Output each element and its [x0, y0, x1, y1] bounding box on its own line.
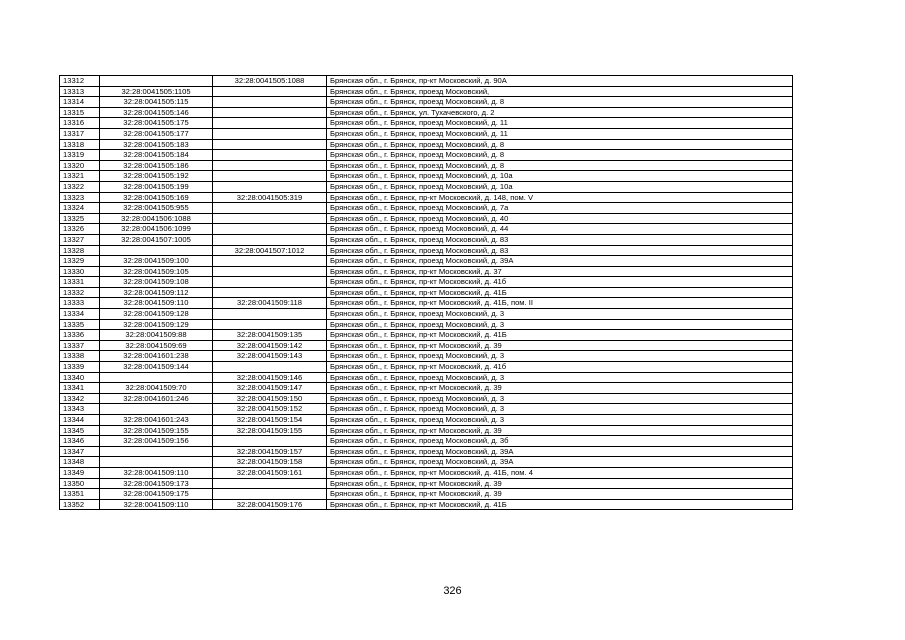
address-cell: Брянская обл., г. Брянск, пр-кт Московский, д. 39 — [327, 340, 793, 351]
cadastral-number-cell: 32:28:0041509:175 — [100, 489, 213, 500]
table-row — [60, 383, 793, 394]
table-row — [60, 404, 793, 415]
related-cadastral-number-cell: 32:28:0041509:147 — [213, 383, 327, 394]
address-cell: Брянская обл., г. Брянск, проезд Московский, д. 11 — [327, 128, 793, 139]
address-cell: Брянская обл., г. Брянск, проезд Московский, д. 83 — [327, 245, 793, 256]
related-cadastral-number-cell — [213, 277, 327, 288]
address-cell: Брянская обл., г. Брянск, проезд Московский, д. 44 — [327, 224, 793, 235]
record-number-cell: 13313 — [60, 86, 100, 97]
address-cell: Брянская обл., г. Брянск, проезд Московский, д. 8 — [327, 160, 793, 171]
table-row — [60, 467, 793, 478]
address-cell: Брянская обл., г. Брянск, проезд Московский, д. 83 — [327, 234, 793, 245]
related-cadastral-number-cell — [213, 203, 327, 214]
related-cadastral-number-cell — [213, 118, 327, 129]
related-cadastral-number-cell — [213, 478, 327, 489]
address-cell: Брянская обл., г. Брянск, пр-кт Московский, д. 39 — [327, 489, 793, 500]
address-cell: Брянская обл., г. Брянск, проезд Московский, д. 3 — [327, 415, 793, 426]
record-number-cell: 13344 — [60, 415, 100, 426]
table-row — [60, 330, 793, 341]
related-cadastral-number-cell: 32:28:0041505:319 — [213, 192, 327, 203]
record-number-cell: 13325 — [60, 213, 100, 224]
table-row — [60, 181, 793, 192]
record-number-cell: 13349 — [60, 467, 100, 478]
table-row — [60, 224, 793, 235]
table-row — [60, 351, 793, 362]
related-cadastral-number-cell — [213, 309, 327, 320]
cadastral-number-cell: 32:28:0041509:128 — [100, 309, 213, 320]
related-cadastral-number-cell — [213, 128, 327, 139]
address-cell: Брянская обл., г. Брянск, проезд Московский, д. 8 — [327, 150, 793, 161]
record-number-cell: 13342 — [60, 393, 100, 404]
address-cell: Брянская обл., г. Брянск, проезд Московский, д. 3 — [327, 404, 793, 415]
table-row — [60, 150, 793, 161]
address-cell: Брянская обл., г. Брянск, пр-кт Московский, д. 41б — [327, 362, 793, 373]
related-cadastral-number-cell — [213, 224, 327, 235]
table-row — [60, 340, 793, 351]
cadastral-number-cell: 32:28:0041509:108 — [100, 277, 213, 288]
record-number-cell: 13322 — [60, 181, 100, 192]
address-cell: Брянская обл., г. Брянск, пр-кт Московский, д. 41б — [327, 277, 793, 288]
table-row — [60, 478, 793, 489]
cadastral-number-cell: 32:28:0041505:184 — [100, 150, 213, 161]
address-cell: Брянская обл., г. Брянск, проезд Московский, — [327, 86, 793, 97]
registry-table — [59, 75, 793, 510]
table-row — [60, 319, 793, 330]
address-cell: Брянская обл., г. Брянск, проезд Московский, д. 3 — [327, 309, 793, 320]
table-row — [60, 245, 793, 256]
related-cadastral-number-cell — [213, 489, 327, 500]
cadastral-number-cell: 32:28:0041505:186 — [100, 160, 213, 171]
table-row — [60, 266, 793, 277]
related-cadastral-number-cell: 32:28:0041509:158 — [213, 457, 327, 468]
address-cell: Брянская обл., г. Брянск, пр-кт Московский, д. 90А — [327, 76, 793, 87]
cadastral-number-cell: 32:28:0041509:129 — [100, 319, 213, 330]
address-cell: Брянская обл., г. Брянск, проезд Московский, д. 39А — [327, 446, 793, 457]
record-number-cell: 13347 — [60, 446, 100, 457]
record-number-cell: 13316 — [60, 118, 100, 129]
cadastral-number-cell — [100, 446, 213, 457]
record-number-cell: 13319 — [60, 150, 100, 161]
record-number-cell: 13323 — [60, 192, 100, 203]
address-cell: Брянская обл., г. Брянск, проезд Московский, д. 3 — [327, 351, 793, 362]
address-cell: Брянская обл., г. Брянск, ул. Тухачевского, д. 2 — [327, 107, 793, 118]
record-number-cell: 13320 — [60, 160, 100, 171]
related-cadastral-number-cell — [213, 266, 327, 277]
table-row — [60, 256, 793, 267]
record-number-cell: 13343 — [60, 404, 100, 415]
related-cadastral-number-cell: 32:28:0041509:142 — [213, 340, 327, 351]
record-number-cell: 13321 — [60, 171, 100, 182]
record-number-cell: 13335 — [60, 319, 100, 330]
record-number-cell: 13345 — [60, 425, 100, 436]
table-row — [60, 160, 793, 171]
cadastral-number-cell: 32:28:0041505:177 — [100, 128, 213, 139]
record-number-cell: 13331 — [60, 277, 100, 288]
address-cell: Брянская обл., г. Брянск, пр-кт Московский, д. 41Б — [327, 330, 793, 341]
address-cell: Брянская обл., г. Брянск, проезд Московский, д. 8 — [327, 97, 793, 108]
address-cell: Брянская обл., г. Брянск, проезд Московский, д. 3б — [327, 436, 793, 447]
cadastral-number-cell: 32:28:0041601:246 — [100, 393, 213, 404]
table-row — [60, 446, 793, 457]
cadastral-number-cell: 32:28:0041505:955 — [100, 203, 213, 214]
related-cadastral-number-cell — [213, 287, 327, 298]
address-cell: Брянская обл., г. Брянск, пр-кт Московский, д. 39 — [327, 383, 793, 394]
record-number-cell: 13337 — [60, 340, 100, 351]
address-cell: Брянская обл., г. Брянск, проезд Московский, д. 40 — [327, 213, 793, 224]
table-row — [60, 171, 793, 182]
related-cadastral-number-cell: 32:28:0041505:1088 — [213, 76, 327, 87]
table-row — [60, 97, 793, 108]
cadastral-number-cell: 32:28:0041509:88 — [100, 330, 213, 341]
cadastral-number-cell: 32:28:0041505:175 — [100, 118, 213, 129]
address-cell: Брянская обл., г. Брянск, проезд Московский, д. 3 — [327, 393, 793, 404]
record-number-cell: 13341 — [60, 383, 100, 394]
record-number-cell: 13338 — [60, 351, 100, 362]
related-cadastral-number-cell — [213, 234, 327, 245]
record-number-cell: 13328 — [60, 245, 100, 256]
table-row — [60, 298, 793, 309]
address-cell: Брянская обл., г. Брянск, пр-кт Московский, д. 148, пом. V — [327, 192, 793, 203]
related-cadastral-number-cell: 32:28:0041509:176 — [213, 499, 327, 510]
record-number-cell: 13350 — [60, 478, 100, 489]
related-cadastral-number-cell: 32:28:0041509:143 — [213, 351, 327, 362]
address-cell: Брянская обл., г. Брянск, проезд Московский, д. 3 — [327, 319, 793, 330]
record-number-cell: 13312 — [60, 76, 100, 87]
related-cadastral-number-cell: 32:28:0041509:146 — [213, 372, 327, 383]
cadastral-number-cell — [100, 457, 213, 468]
related-cadastral-number-cell: 32:28:0041509:150 — [213, 393, 327, 404]
table-row — [60, 499, 793, 510]
cadastral-number-cell: 32:28:0041507:1005 — [100, 234, 213, 245]
table-row — [60, 425, 793, 436]
cadastral-number-cell: 32:28:0041509:173 — [100, 478, 213, 489]
related-cadastral-number-cell: 32:28:0041509:154 — [213, 415, 327, 426]
cadastral-number-cell: 32:28:0041505:169 — [100, 192, 213, 203]
record-number-cell: 13333 — [60, 298, 100, 309]
table-row — [60, 309, 793, 320]
record-number-cell: 13332 — [60, 287, 100, 298]
record-number-cell: 13340 — [60, 372, 100, 383]
table-row — [60, 393, 793, 404]
related-cadastral-number-cell — [213, 319, 327, 330]
address-cell: Брянская обл., г. Брянск, проезд Московский, д. 8 — [327, 139, 793, 150]
table-row — [60, 415, 793, 426]
record-number-cell: 13346 — [60, 436, 100, 447]
related-cadastral-number-cell — [213, 160, 327, 171]
cadastral-number-cell: 32:28:0041509:112 — [100, 287, 213, 298]
related-cadastral-number-cell: 32:28:0041509:152 — [213, 404, 327, 415]
related-cadastral-number-cell — [213, 150, 327, 161]
cadastral-number-cell: 32:28:0041509:100 — [100, 256, 213, 267]
related-cadastral-number-cell: 32:28:0041509:118 — [213, 298, 327, 309]
related-cadastral-number-cell: 32:28:0041509:157 — [213, 446, 327, 457]
related-cadastral-number-cell — [213, 256, 327, 267]
table-row — [60, 287, 793, 298]
table-row — [60, 234, 793, 245]
table-row — [60, 107, 793, 118]
cadastral-number-cell: 32:28:0041505:1105 — [100, 86, 213, 97]
address-cell: Брянская обл., г. Брянск, проезд Московский, д. 39А — [327, 457, 793, 468]
record-number-cell: 13318 — [60, 139, 100, 150]
address-cell: Брянская обл., г. Брянск, проезд Московский, д. 3 — [327, 372, 793, 383]
related-cadastral-number-cell — [213, 436, 327, 447]
record-number-cell: 13317 — [60, 128, 100, 139]
table-row — [60, 489, 793, 500]
related-cadastral-number-cell: 32:28:0041509:135 — [213, 330, 327, 341]
record-number-cell: 13314 — [60, 97, 100, 108]
table-row — [60, 203, 793, 214]
related-cadastral-number-cell — [213, 362, 327, 373]
related-cadastral-number-cell: 32:28:0041509:161 — [213, 467, 327, 478]
record-number-cell: 13326 — [60, 224, 100, 235]
record-number-cell: 13336 — [60, 330, 100, 341]
cadastral-number-cell: 32:28:0041506:1088 — [100, 213, 213, 224]
related-cadastral-number-cell — [213, 86, 327, 97]
related-cadastral-number-cell — [213, 139, 327, 150]
page-number: 326 — [443, 585, 462, 597]
address-cell: Брянская обл., г. Брянск, проезд Московский, д. 10а — [327, 181, 793, 192]
registry-table-body — [60, 76, 793, 510]
table-row — [60, 213, 793, 224]
address-cell: Брянская обл., г. Брянск, пр-кт Московский, д. 41Б, пом. 4 — [327, 467, 793, 478]
record-number-cell: 13315 — [60, 107, 100, 118]
cadastral-number-cell: 32:28:0041601:238 — [100, 351, 213, 362]
address-cell: Брянская обл., г. Брянск, проезд Московский, д. 11 — [327, 118, 793, 129]
related-cadastral-number-cell: 32:28:0041507:1012 — [213, 245, 327, 256]
related-cadastral-number-cell — [213, 107, 327, 118]
related-cadastral-number-cell — [213, 213, 327, 224]
table-row — [60, 372, 793, 383]
cadastral-number-cell: 32:28:0041509:105 — [100, 266, 213, 277]
record-number-cell: 13324 — [60, 203, 100, 214]
address-cell: Брянская обл., г. Брянск, пр-кт Московский, д. 37 — [327, 266, 793, 277]
address-cell: Брянская обл., г. Брянск, пр-кт Московский, д. 39 — [327, 478, 793, 489]
table-row — [60, 277, 793, 288]
cadastral-number-cell: 32:28:0041506:1099 — [100, 224, 213, 235]
cadastral-number-cell: 32:28:0041509:110 — [100, 298, 213, 309]
cadastral-number-cell: 32:28:0041509:69 — [100, 340, 213, 351]
address-cell: Брянская обл., г. Брянск, проезд Московский, д. 10а — [327, 171, 793, 182]
cadastral-number-cell: 32:28:0041505:192 — [100, 171, 213, 182]
cadastral-number-cell — [100, 404, 213, 415]
record-number-cell: 13334 — [60, 309, 100, 320]
address-cell: Брянская обл., г. Брянск, пр-кт Московский, д. 39 — [327, 425, 793, 436]
cadastral-number-cell: 32:28:0041505:199 — [100, 181, 213, 192]
record-number-cell: 13348 — [60, 457, 100, 468]
address-cell: Брянская обл., г. Брянск, проезд Московский, д. 39А — [327, 256, 793, 267]
record-number-cell: 13327 — [60, 234, 100, 245]
cadastral-number-cell: 32:28:0041601:243 — [100, 415, 213, 426]
related-cadastral-number-cell: 32:28:0041509:155 — [213, 425, 327, 436]
related-cadastral-number-cell — [213, 97, 327, 108]
record-number-cell: 13351 — [60, 489, 100, 500]
cadastral-number-cell: 32:28:0041505:115 — [100, 97, 213, 108]
address-cell: Брянская обл., г. Брянск, пр-кт Московский, д. 41Б — [327, 499, 793, 510]
cadastral-number-cell: 32:28:0041505:146 — [100, 107, 213, 118]
cadastral-number-cell — [100, 245, 213, 256]
cadastral-number-cell: 32:28:0041509:155 — [100, 425, 213, 436]
table-row — [60, 457, 793, 468]
cadastral-number-cell: 32:28:0041505:183 — [100, 139, 213, 150]
table-row — [60, 128, 793, 139]
table-row — [60, 76, 793, 87]
address-cell: Брянская обл., г. Брянск, проезд Московский, д. 7а — [327, 203, 793, 214]
record-number-cell: 13352 — [60, 499, 100, 510]
related-cadastral-number-cell — [213, 171, 327, 182]
cadastral-number-cell: 32:28:0041509:110 — [100, 467, 213, 478]
cadastral-number-cell: 32:28:0041509:144 — [100, 362, 213, 373]
table-row — [60, 362, 793, 373]
address-cell: Брянская обл., г. Брянск, пр-кт Московский, д. 41Б, пом. II — [327, 298, 793, 309]
cadastral-number-cell: 32:28:0041509:70 — [100, 383, 213, 394]
table-row — [60, 86, 793, 97]
cadastral-number-cell — [100, 372, 213, 383]
table-row — [60, 118, 793, 129]
record-number-cell: 13330 — [60, 266, 100, 277]
cadastral-number-cell: 32:28:0041509:156 — [100, 436, 213, 447]
table-row — [60, 139, 793, 150]
cadastral-number-cell: 32:28:0041509:110 — [100, 499, 213, 510]
table-row — [60, 436, 793, 447]
record-number-cell: 13329 — [60, 256, 100, 267]
related-cadastral-number-cell — [213, 181, 327, 192]
address-cell: Брянская обл., г. Брянск, пр-кт Московский, д. 41Б — [327, 287, 793, 298]
cadastral-number-cell — [100, 76, 213, 87]
table-row — [60, 192, 793, 203]
record-number-cell: 13339 — [60, 362, 100, 373]
